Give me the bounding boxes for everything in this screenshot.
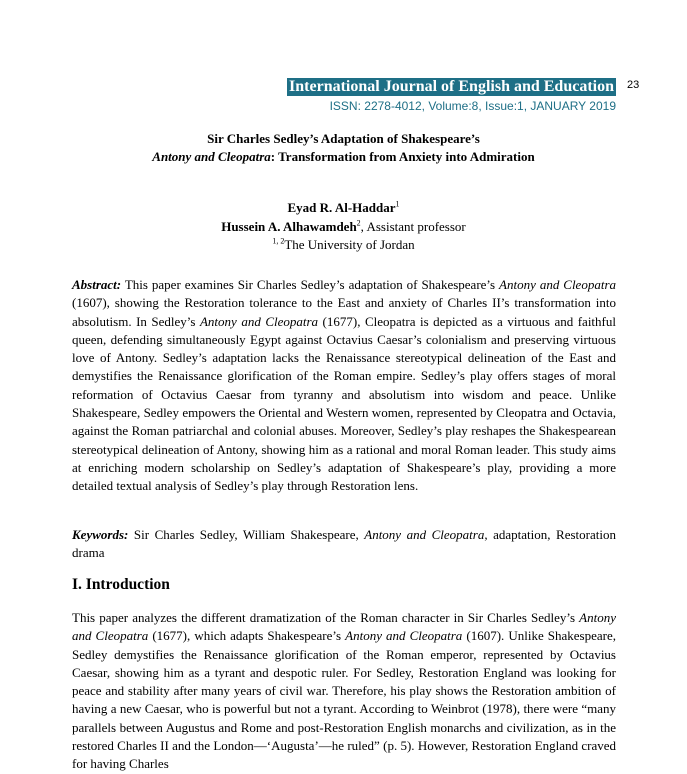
affiliation-sup: 1, 2 [272,236,285,246]
title-rest: : Transformation from Anxiety into Admiration [270,149,535,164]
affiliation [72,236,615,254]
author2-role: , Assistant professor [360,219,466,234]
author1-name: Eyad R. Al-Haddar [287,200,396,215]
intro-text-1: This paper analyzes the different dramatization of the Roman character in Sir Charles Sedley’s [72,610,580,625]
issn-line: ISSN: 2278-4012, Volume:8, Issue:1, JANUARY 2019 [329,99,616,113]
abstract-text-2: (1607), showing the Restoration tolerance to the East and anxiety of Charles II’s transformation into absolutism. In Sedley’s [72,295,616,329]
page-number: 23 [627,79,640,91]
abstract-italic-1: Antony and Cleopatra [499,277,616,292]
author2-name: Hussein A. Alhawamdeh [221,219,357,234]
author2 [72,218,615,236]
abstract-text-1: This paper examines Sir Charles Sedley’s adaptation of Shakespeare’s [121,277,500,292]
keywords-text-1: Sir Charles Sedley, William Shakespeare, [128,527,365,542]
keywords-italic: Antony and Cleopatra [364,527,485,542]
intro-text-2: (1677), which adapts Shakespeare’s [148,628,346,644]
abstract-label: Abstract: [72,277,122,292]
abstract-paragraph [72,276,616,496]
abstract-italic-2: Antony and Cleopatra [199,313,319,329]
paper-title-line1: Sir Charles Sedley’s Adaptation of Shakespeare’s [207,131,480,146]
introduction-paragraph [72,609,616,774]
title-italic: Antony and Cleopatra [152,149,271,164]
section-heading-introduction: I. Introduction [72,576,170,593]
author1 [72,199,615,217]
keywords-text-2: , adaptation, Restoration drama [72,527,616,561]
keywords-label: Keywords: [72,527,129,542]
abstract-text-3: (1677), Cleopatra is depicted as a virtuous and faithful queen, defending simultaneously Egypt against Octavius Caesar’s colonialism and preserving virtuous love of Antony. Sedley’s adaptation lacks the Renaissance stereotypical delineation of the East and demystifies the Renaissance glorification of the Roman empire. Sedley’s play offers stages of moral reformation of Octavius Caesar from tyranny and absolutism into wisdom and peace. Unlike Shakespeare, Sedley empowers the Oriental and Western women, represented by Cleopatra and Octavia, against the Roman patriarchal and colonial abuses. Moreover, Sedley’s play reshapes the Shakespearean stereotypical delineation of Antony, showing him as a rational and moral Roman leader. This study aims at enriching modern scholarship on Sedley’s adaptation of Shakespeare’s play, providing a more detailed textual analysis of Sedley’s play through Restoration lens. [72,313,616,494]
keywords-paragraph [72,526,616,563]
author2-sup: 2 [356,218,361,228]
intro-italic-1: Antony and Cleopatra [72,610,616,644]
author1-sup: 1 [395,199,400,209]
intro-italic-2: Antony and Cleopatra [345,628,463,644]
affiliation-text: The University of Jordan [284,237,415,252]
journal-name-banner: International Journal of English and Education [289,78,614,95]
intro-text-3: (1607). Unlike Shakespeare, Sedley demystifies the Renaissance glorification of the Roman emperor, represented by Octavius Caesar, showing him as a tyrant and despotic ruler. For Sedley, Restoration England was looking for peace and stability after many years of civil war. Therefore, his play shows the Restoration ambition of having a new Caesar, who is powerful but not a tyrant. According to Weinbrot (1978), there were “many parallels between Augustus and Rome and post-Restoration English monarchs and civilization, as in the restored Charles II and the London—‘Augusta’—he ruled” (p. 5). However, Restoration England craved for having Charles [72,628,617,772]
paper-title-line2 [72,148,615,166]
